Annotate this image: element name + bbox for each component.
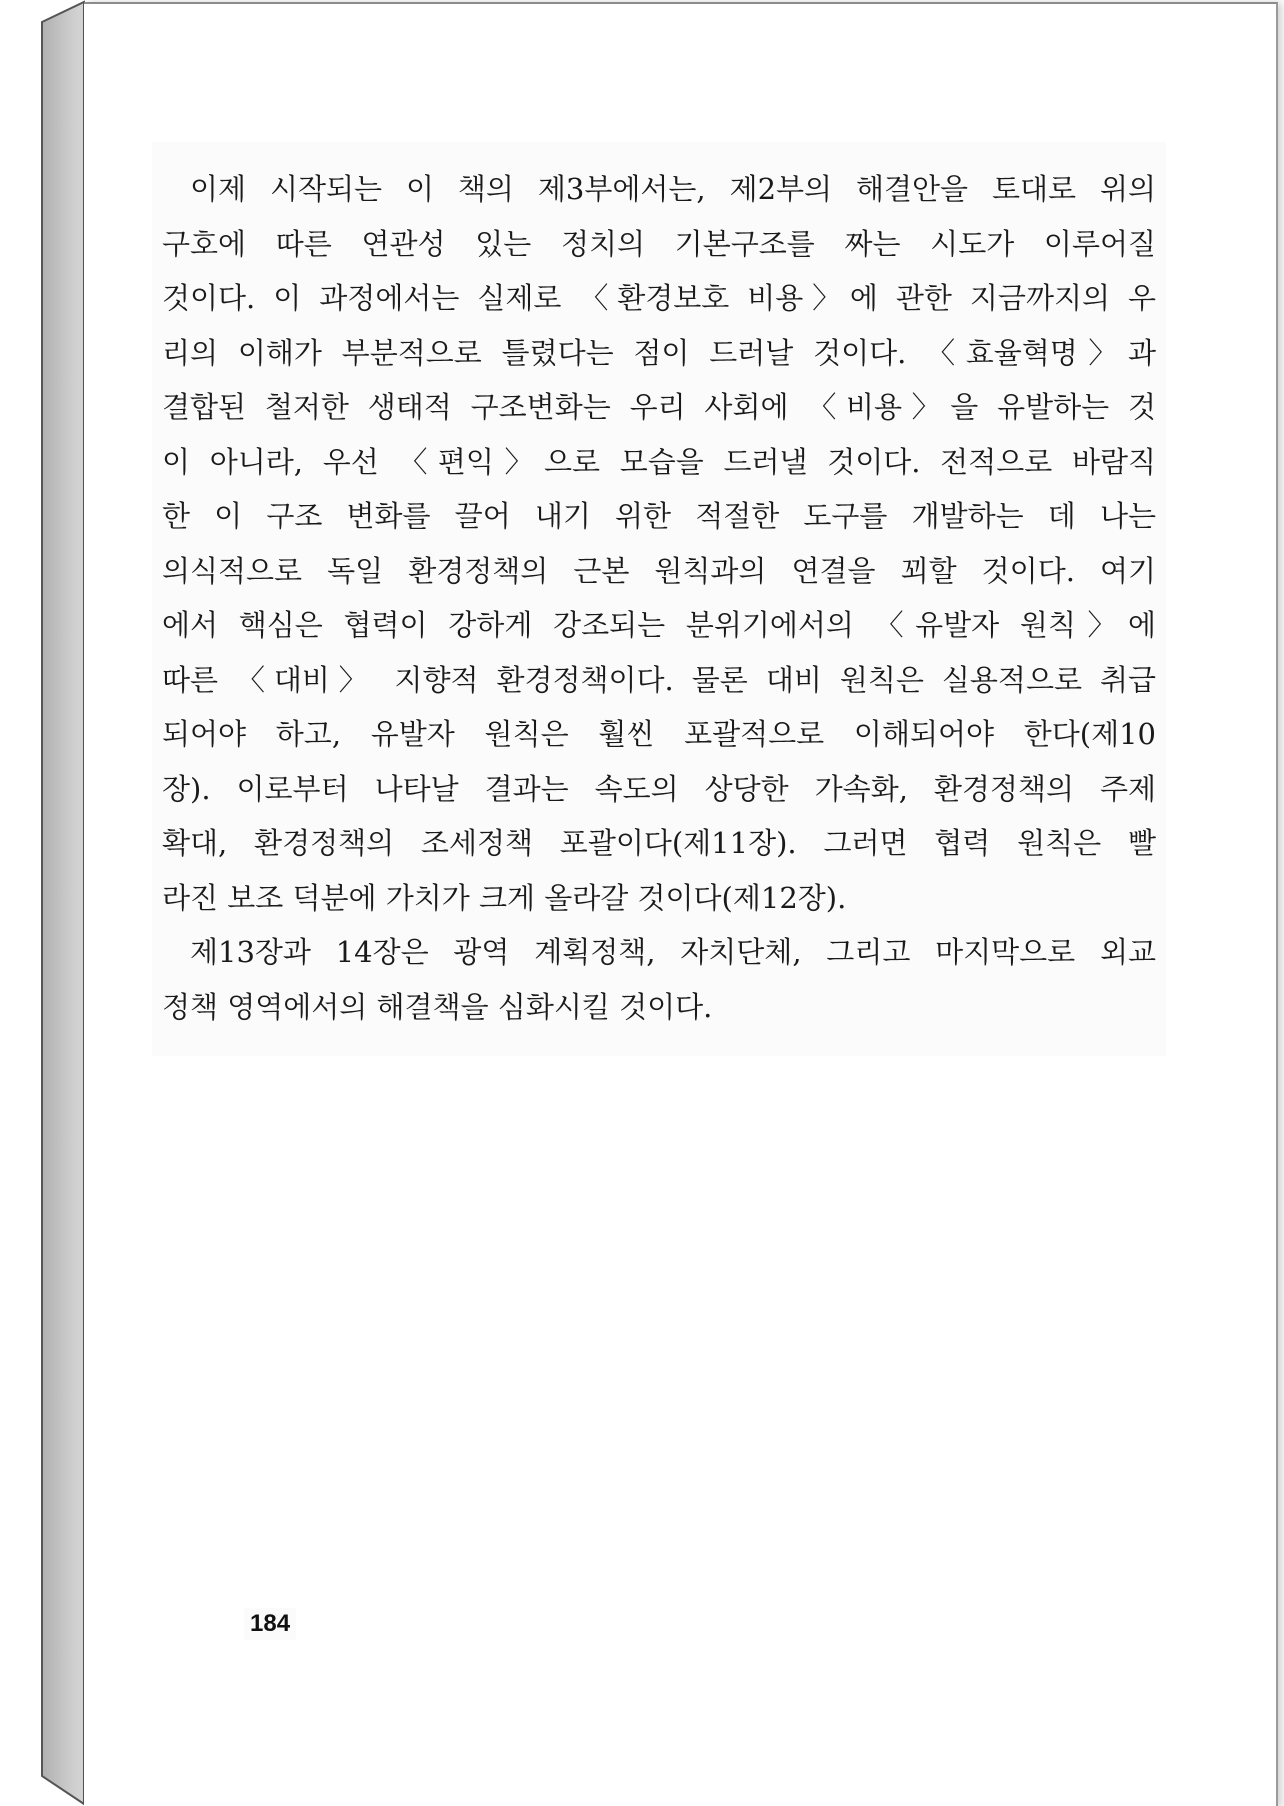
text-line: 결합된 철저한 생태적 구조변화는 우리 사회에 〈비용〉을 유발하는 것 [162,390,1156,424]
text-line: 에서 핵심은 협력이 강하게 강조되는 분위기에서의 〈유발자 원칙〉에 [162,608,1156,642]
text-line: 구호에 따른 연관성 있는 정치의 기본구조를 짜는 시도가 이루어질 [162,226,1156,261]
paragraph-1 [162,162,1156,925]
text-line: 이제 시작되는 이 책의 제3부에서는, 제2부의 해결안을 토대로 위의 [190,172,1156,206]
text-line: 따른 〈대비〉 지향적 환경정책이다. 물론 대비 원칙은 실용적으로 취급 [162,662,1156,697]
paragraph-2 [162,925,1156,1034]
text-line: 리의 이해가 부분적으로 틀렸다는 점이 드러날 것이다. 〈효율혁명〉과 [162,335,1156,370]
text-line: 장). 이로부터 나타날 결과는 속도의 상당한 가속화, 환경정책의 주제 [162,771,1156,806]
text-line: 제13장과 14장은 광역 계획정책, 자치단체, 그리고 마지막으로 외교 [190,935,1156,969]
text-line: 이 아니라, 우선 〈편익〉으로 모습을 드러낼 것이다. 전적으로 바람직 [162,444,1156,479]
body-text [152,142,1166,1056]
book-spine-edge [0,0,90,1806]
text-line: 확대, 환경정책의 조세정책 포괄이다(제11장). 그러면 협력 원칙은 빨 [162,826,1156,860]
text-line: 되어야 하고, 유발자 원칙은 훨씬 포괄적으로 이해되어야 한다(제10 [162,717,1156,751]
text-line: 정책 영역에서의 해결책을 심화시킬 것이다. [162,989,713,1024]
text-line: 한 이 구조 변화를 끌어 내기 위한 적절한 도구를 개발하는 데 나는 [162,499,1156,533]
text-line: 의식적으로 독일 환경정책의 근본 원칙과의 연결을 꾀할 것이다. 여기 [162,553,1156,588]
text-line: 라진 보조 덕분에 가치가 크게 올라갈 것이다(제12장). [162,880,847,915]
text-line: 것이다. 이 과정에서는 실제로 〈환경보호 비용〉에 관한 지금까지의 우 [162,281,1156,315]
page-number: 184 [244,1608,296,1640]
